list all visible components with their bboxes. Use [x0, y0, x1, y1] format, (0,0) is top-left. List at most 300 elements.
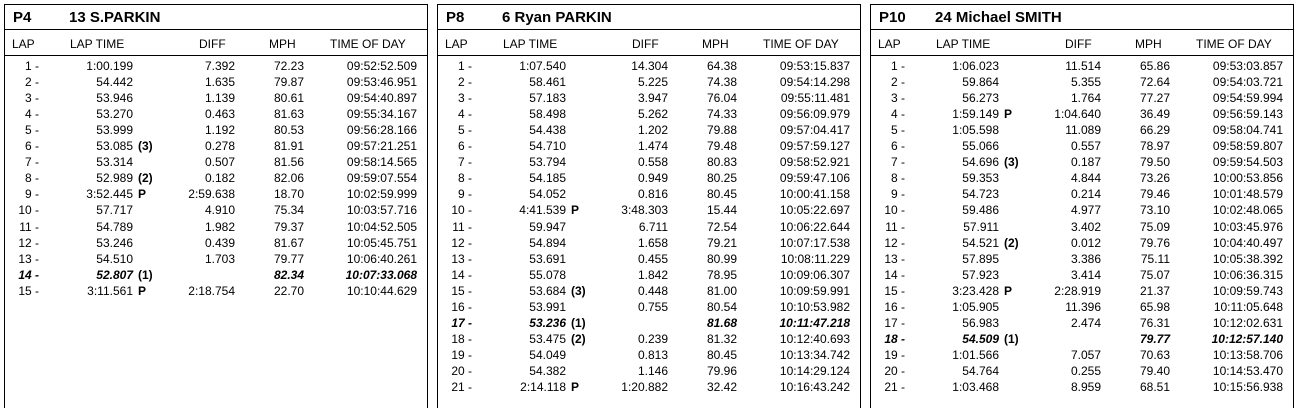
lap-row [437, 187, 861, 203]
lap-row [437, 332, 861, 348]
lap-diff: 3.402 [1070, 219, 1101, 234]
driver-name: 6 Ryan PARKIN [502, 9, 612, 26]
time-of-day: 09:57:04.417 [779, 123, 850, 138]
driver-name: 13 S.PARKIN [69, 9, 161, 26]
lap-number: 13 - [451, 251, 472, 266]
header-diff: DIFF [632, 37, 659, 51]
lap-mph: 80.99 [706, 251, 737, 266]
lap-diff: 11.396 [1065, 299, 1101, 314]
lap-time: 57.895 [962, 251, 999, 266]
time-of-day: 10:05:45.751 [346, 235, 417, 250]
lap-number: 9 - [24, 187, 39, 202]
lap-number: 4 - [457, 107, 472, 122]
lap-row [437, 284, 861, 300]
lap-diff: 2:28.919 [1054, 283, 1101, 298]
lap-diff: 0.558 [637, 155, 668, 170]
lap-number: 15 - [884, 283, 905, 298]
lap-time: 59.864 [962, 75, 999, 90]
lap-time: 1:00.199 [86, 59, 133, 73]
lap-diff: 6.711 [638, 219, 668, 234]
lap-mph: 80.25 [706, 171, 737, 186]
time-of-day: 10:06:22.644 [779, 219, 850, 234]
lap-number: 6 - [457, 139, 472, 154]
lap-row [870, 252, 1294, 268]
lap-row [437, 203, 861, 219]
lap-time: 54.185 [529, 171, 566, 186]
lap-time: 53.236 [529, 315, 566, 330]
lap-mph: 22.70 [273, 283, 304, 298]
lap-diff: 2:59.638 [188, 187, 235, 202]
lap-row [437, 123, 861, 139]
time-of-day: 10:00:41.158 [779, 187, 850, 202]
time-of-day: 10:01:48.579 [1212, 187, 1283, 202]
time-of-day: 10:14:53.470 [1212, 363, 1283, 378]
header-lap: LAP [12, 37, 35, 51]
driver-title-box [870, 4, 1294, 30]
lap-mph: 79.40 [1139, 363, 1170, 378]
lap-time: 53.475 [529, 331, 566, 346]
lap-row [437, 91, 861, 107]
lap-number: 8 - [457, 171, 472, 186]
lap-mph: 81.67 [273, 235, 304, 250]
lap-number: 3 - [457, 91, 472, 106]
header-mph: MPH [269, 37, 296, 51]
lap-row [870, 59, 1294, 75]
driver-title-box [437, 4, 861, 30]
lap-row [4, 171, 428, 187]
time-of-day: 09:59:54.503 [1212, 155, 1283, 170]
lap-mph: 75.09 [1139, 219, 1170, 234]
time-of-day: 09:53:03.857 [1212, 59, 1283, 73]
time-of-day: 10:12:40.693 [779, 331, 850, 346]
lap-row [437, 59, 861, 75]
lap-marker: P [571, 380, 580, 394]
lap-diff: 0.816 [637, 187, 668, 202]
lap-row [437, 155, 861, 171]
lap-row [437, 268, 861, 284]
lap-diff: 0.187 [1070, 155, 1101, 170]
time-of-day: 10:12:02.631 [1212, 315, 1283, 330]
time-of-day: 10:14:29.124 [779, 363, 850, 378]
lap-row [4, 284, 428, 300]
lap-row [4, 155, 428, 171]
lap-number: 5 - [24, 123, 39, 138]
lap-diff: 7.392 [204, 59, 235, 73]
lap-row [4, 123, 428, 139]
lap-diff: 1.139 [204, 91, 235, 106]
lap-mph: 77.27 [1139, 91, 1170, 106]
lap-time: 54.382 [529, 363, 566, 378]
lap-diff: 8.959 [1070, 380, 1101, 394]
time-of-day: 10:03:57.716 [346, 203, 417, 218]
lap-mph: 74.38 [706, 75, 737, 90]
lap-diff: 11.514 [1065, 59, 1101, 73]
lap-row [870, 364, 1294, 380]
lap-time: 53.691 [529, 251, 566, 266]
lap-number: 8 - [24, 171, 39, 186]
time-of-day: 10:09:06.307 [779, 267, 850, 282]
time-of-day: 09:56:09.979 [779, 107, 850, 122]
time-of-day: 10:13:58.706 [1212, 347, 1283, 362]
lap-mph: 64.38 [706, 59, 737, 73]
lap-mph: 81.91 [273, 139, 304, 154]
lap-diff: 3:48.303 [621, 203, 668, 218]
lap-mph: 78.97 [1139, 139, 1170, 154]
lap-mph: 32.42 [706, 380, 737, 394]
lap-number: 12 - [451, 235, 472, 250]
lap-mph: 36.49 [1139, 107, 1170, 122]
time-of-day: 09:58:14.565 [346, 155, 417, 170]
lap-diff: 0.214 [1070, 187, 1101, 202]
time-of-day: 10:10:44.629 [346, 283, 417, 298]
lap-time: 3:52.445 [86, 187, 133, 202]
lap-diff: 0.949 [637, 171, 668, 186]
lap-mph: 81.68 [706, 315, 737, 330]
lap-row [437, 380, 861, 396]
lap-time: 1:06.023 [952, 59, 999, 73]
lap-time: 54.521 [962, 235, 999, 250]
lap-time: 54.696 [962, 155, 999, 170]
lap-time: 54.438 [529, 123, 566, 138]
fastest-lap-row [870, 332, 1294, 348]
lap-row [870, 300, 1294, 316]
header-mph: MPH [702, 37, 729, 51]
header-time-of-day: TIME OF DAY [763, 37, 839, 51]
lap-diff: 0.439 [204, 235, 235, 250]
lap-mph: 72.23 [273, 59, 304, 73]
lap-diff: 3.386 [1070, 251, 1101, 266]
header-diff: DIFF [1065, 37, 1092, 51]
time-of-day: 10:06:36.315 [1212, 267, 1283, 282]
lap-mph: 80.61 [273, 91, 304, 106]
time-of-day: 09:59:07.554 [346, 171, 417, 186]
lap-diff: 1.764 [1070, 91, 1101, 106]
lap-number: 1 - [890, 59, 905, 73]
lap-number: 21 - [451, 380, 472, 394]
time-of-day: 10:02:59.999 [346, 187, 417, 202]
driver-name: 24 Michael SMITH [935, 9, 1062, 26]
lap-diff: 11.089 [1065, 123, 1101, 138]
lap-mph: 18.70 [273, 187, 304, 202]
time-of-day: 10:07:17.538 [779, 235, 850, 250]
time-of-day: 10:05:38.392 [1212, 251, 1283, 266]
lap-number: 10 - [18, 203, 39, 218]
lap-diff: 0.255 [1070, 363, 1101, 378]
lap-diff: 1:20.882 [621, 380, 668, 394]
lap-mph: 75.07 [1139, 267, 1170, 282]
lap-time: 1:05.905 [952, 299, 999, 314]
lap-mph: 81.00 [706, 283, 737, 298]
lap-marker: (2) [138, 171, 153, 186]
time-of-day: 10:13:34.742 [779, 347, 850, 362]
lap-time: 54.710 [529, 139, 566, 154]
lap-time: 3:23.428 [952, 283, 999, 298]
lap-mph: 65.98 [1139, 299, 1170, 314]
lap-row [437, 75, 861, 91]
lap-row [870, 348, 1294, 364]
lap-time: 57.923 [962, 267, 999, 282]
driver-panel-2 [437, 0, 861, 408]
lap-number: 8 - [890, 171, 905, 186]
lap-diff: 4.910 [204, 203, 235, 218]
lap-time: 53.794 [529, 155, 566, 170]
lap-time: 57.911 [963, 219, 999, 234]
lap-diff: 5.355 [1070, 75, 1101, 90]
lap-number: 11 - [452, 219, 472, 234]
lap-mph: 79.46 [1139, 187, 1170, 202]
lap-mph: 82.34 [273, 267, 304, 282]
lap-diff: 1.842 [637, 267, 668, 282]
lap-number: 3 - [24, 91, 39, 106]
time-of-day: 10:16:43.242 [779, 380, 850, 394]
lap-mph: 79.37 [273, 219, 304, 234]
lap-diff: 0.507 [204, 155, 235, 170]
lap-diff: 0.182 [204, 171, 235, 186]
lap-number: 2 - [890, 75, 905, 90]
lap-mph: 75.34 [273, 203, 304, 218]
lap-marker: (3) [1004, 155, 1019, 170]
time-of-day: 10:15:56.938 [1212, 380, 1283, 394]
lap-mph: 78.95 [706, 267, 737, 282]
lap-diff: 0.278 [204, 139, 235, 154]
lap-number: 9 - [890, 187, 905, 202]
lap-time: 54.510 [96, 251, 133, 266]
lap-row [4, 220, 428, 236]
lap-time: 53.946 [96, 91, 133, 106]
time-of-day: 09:55:34.167 [346, 107, 417, 122]
lap-time: 52.989 [96, 171, 133, 186]
time-of-day: 10:06:40.261 [346, 251, 417, 266]
lap-diff: 1.658 [637, 235, 668, 250]
time-of-day: 09:59:47.106 [779, 171, 850, 186]
time-of-day: 09:56:59.143 [1212, 107, 1283, 122]
lap-mph: 21.37 [1139, 283, 1170, 298]
lap-mph: 79.48 [706, 139, 737, 154]
lap-number: 11 - [19, 219, 39, 234]
lap-diff: 1.635 [204, 75, 235, 90]
lap-row [4, 59, 428, 75]
lap-marker: (1) [571, 315, 586, 330]
lap-diff: 1.146 [637, 363, 668, 378]
lap-mph: 79.50 [1139, 155, 1170, 170]
time-of-day: 10:12:57.140 [1211, 331, 1283, 346]
time-of-day: 09:54:59.994 [1212, 91, 1283, 106]
fastest-lap-row [4, 268, 428, 284]
lap-mph: 66.29 [1139, 123, 1170, 138]
header-rule [870, 55, 1294, 56]
lap-marker: (3) [138, 139, 153, 154]
lap-number: 5 - [457, 123, 472, 138]
lap-mph: 73.26 [1139, 171, 1170, 186]
lap-number: 16 - [884, 299, 905, 314]
lap-number: 15 - [18, 283, 39, 298]
lap-diff: 3.414 [1070, 267, 1101, 282]
lap-time: 3:11.561 [87, 283, 133, 298]
lap-row [870, 284, 1294, 300]
lap-row [4, 75, 428, 91]
position-label: P10 [879, 9, 906, 26]
lap-mph: 76.04 [706, 91, 737, 106]
time-of-day: 09:57:59.127 [779, 139, 850, 154]
time-of-day: 10:04:40.497 [1212, 235, 1283, 250]
time-of-day: 09:52:52.509 [346, 59, 417, 73]
lap-diff: 0.557 [1070, 139, 1101, 154]
time-of-day: 09:54:14.298 [779, 75, 850, 90]
lap-mph: 80.54 [706, 299, 737, 314]
lap-row [437, 236, 861, 252]
lap-number: 14 - [18, 267, 39, 282]
lap-number: 6 - [890, 139, 905, 154]
time-of-day: 10:09:59.991 [779, 283, 850, 298]
lap-number: 20 - [884, 363, 905, 378]
header-lap: LAP [878, 37, 901, 51]
lap-marker: (2) [1004, 235, 1019, 250]
lap-number: 19 - [884, 347, 905, 362]
header-rule [4, 55, 428, 56]
lap-diff: 1.982 [204, 219, 235, 234]
lap-row [870, 187, 1294, 203]
lap-row [870, 268, 1294, 284]
lap-time: 53.999 [96, 123, 133, 138]
lap-marker: (1) [1004, 331, 1019, 346]
lap-row [4, 91, 428, 107]
lap-diff: 0.463 [204, 107, 235, 122]
lap-number: 1 - [24, 59, 39, 73]
lap-mph: 15.44 [706, 203, 737, 218]
lap-diff: 3.947 [637, 91, 668, 106]
lap-row [437, 348, 861, 364]
lap-number: 17 - [451, 315, 472, 330]
lap-row [870, 75, 1294, 91]
lap-number: 12 - [18, 235, 39, 250]
lap-diff: 0.239 [637, 331, 668, 346]
lap-row [870, 91, 1294, 107]
lap-marker: P [138, 187, 147, 202]
lap-row [437, 107, 861, 123]
time-of-day: 10:04:52.505 [346, 219, 417, 234]
lap-mph: 80.83 [706, 155, 737, 170]
time-of-day: 10:11:47.218 [779, 315, 850, 330]
lap-number: 6 - [24, 139, 39, 154]
lap-time: 2:14.118 [520, 380, 566, 394]
lap-row [870, 155, 1294, 171]
time-of-day: 09:56:28.166 [346, 123, 417, 138]
lap-mph: 80.45 [706, 347, 737, 362]
driver-panel-3 [870, 0, 1294, 408]
time-of-day: 10:03:45.976 [1212, 219, 1283, 234]
time-of-day: 09:58:59.807 [1212, 139, 1283, 154]
lap-number: 15 - [451, 283, 472, 298]
lap-row [870, 123, 1294, 139]
lap-marker: (3) [571, 283, 586, 298]
lap-time: 53.684 [529, 283, 566, 298]
lap-marker: (2) [571, 331, 586, 346]
lap-diff: 0.455 [637, 251, 668, 266]
lap-number: 1 - [457, 59, 472, 73]
lap-mph: 70.63 [1139, 347, 1170, 362]
lap-diff: 14.304 [631, 59, 668, 73]
lap-number: 10 - [451, 203, 472, 218]
lap-time: 4:41.539 [519, 203, 566, 218]
lap-marker: P [138, 283, 147, 298]
header-lap-time: LAP TIME [70, 37, 125, 51]
lap-diff: 1:04.640 [1054, 107, 1101, 122]
position-label: P8 [446, 9, 465, 26]
lap-mph: 79.77 [273, 251, 304, 266]
lap-time: 52.807 [96, 267, 133, 282]
lap-number: 4 - [890, 107, 905, 122]
lap-time: 54.509 [962, 331, 999, 346]
lap-row [4, 139, 428, 155]
header-time-of-day: TIME OF DAY [330, 37, 406, 51]
lap-number: 14 - [884, 267, 905, 282]
lap-row [437, 364, 861, 380]
lap-number: 7 - [457, 155, 472, 170]
header-time-of-day: TIME OF DAY [1196, 37, 1272, 51]
lap-diff: 4.844 [1070, 171, 1101, 186]
lap-time: 56.273 [962, 91, 999, 106]
lap-mph: 79.76 [1139, 235, 1170, 250]
lap-number: 18 - [451, 331, 472, 346]
driver-panel-1 [4, 0, 428, 408]
lap-diff: 4.977 [1070, 203, 1101, 218]
lap-time: 55.066 [962, 139, 999, 154]
lap-row [4, 236, 428, 252]
lap-number: 2 - [457, 75, 472, 90]
lap-time: 1:05.598 [952, 123, 999, 138]
lap-time: 58.498 [529, 107, 566, 122]
lap-row [4, 252, 428, 268]
lap-row [437, 220, 861, 236]
lap-row [870, 380, 1294, 396]
lap-mph: 79.21 [706, 235, 737, 250]
lap-number: 7 - [890, 155, 905, 170]
header-lap-time: LAP TIME [936, 37, 991, 51]
lap-mph: 79.88 [706, 123, 737, 138]
lap-time: 54.442 [96, 75, 133, 90]
lap-time: 59.486 [962, 203, 999, 218]
lap-row [437, 139, 861, 155]
lap-number: 7 - [24, 155, 39, 170]
lap-row [870, 220, 1294, 236]
lap-diff: 2:18.754 [188, 283, 235, 298]
time-of-day: 09:57:21.251 [346, 139, 417, 154]
lap-mph: 80.45 [706, 187, 737, 202]
time-of-day: 09:53:46.951 [346, 75, 417, 90]
time-of-day: 10:05:22.697 [779, 203, 850, 218]
time-of-day: 10:11:05.648 [1213, 299, 1283, 314]
time-of-day: 10:09:59.743 [1212, 283, 1283, 298]
lap-time: 1:01.566 [952, 347, 999, 362]
time-of-day: 10:10:53.982 [779, 299, 850, 314]
lap-diff: 5.225 [637, 75, 668, 90]
lap-time: 53.085 [96, 139, 133, 154]
time-of-day: 09:58:52.921 [779, 155, 850, 170]
lap-diff: 1.192 [204, 123, 235, 138]
lap-number: 5 - [890, 123, 905, 138]
lap-time: 58.461 [529, 75, 566, 90]
lap-mph: 68.51 [1139, 380, 1170, 394]
lap-time: 54.764 [962, 363, 999, 378]
lap-row [4, 203, 428, 219]
lap-time: 54.723 [962, 187, 999, 202]
lap-diff: 7.057 [1070, 347, 1101, 362]
lap-time: 54.049 [529, 347, 566, 362]
lap-time: 54.789 [96, 219, 133, 234]
driver-title-box [4, 4, 428, 30]
lap-mph: 75.11 [1140, 251, 1170, 266]
lap-time: 57.183 [529, 91, 566, 106]
